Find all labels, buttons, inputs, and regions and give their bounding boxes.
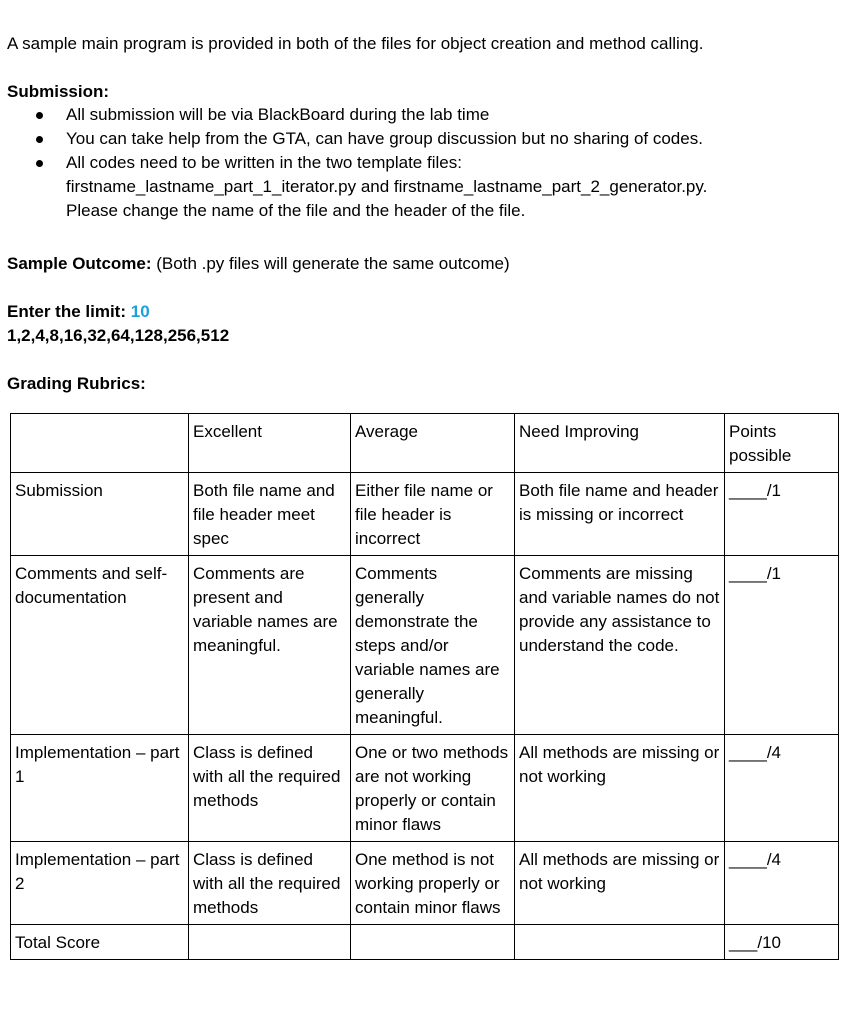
table-cell (515, 925, 725, 960)
table-cell: Both file name and header is missing or incorrect (515, 473, 725, 556)
points-cell: ____/4 (725, 735, 839, 842)
table-cell: All methods are missing or not working (515, 735, 725, 842)
bullet-icon (36, 112, 43, 119)
header-cell: Points possible (725, 414, 839, 473)
table-cell: Either file name or file header is incorrect (351, 473, 515, 556)
table-cell (189, 925, 351, 960)
criterion-cell: Total Score (11, 925, 189, 960)
table-header-row (11, 414, 839, 473)
table-cell: Comments are present and variable names are meaningful. (189, 556, 351, 735)
bullet-icon (36, 136, 43, 143)
table-cell: Class is defined with all the required methods (189, 842, 351, 925)
grading-rubric-table (10, 413, 839, 960)
points-cell: ____/1 (725, 473, 839, 556)
points-cell: ___/10 (725, 925, 839, 960)
sample-outcome-line (7, 253, 510, 275)
table-cell: Class is defined with all the required methods (189, 735, 351, 842)
table-row (11, 925, 839, 960)
submission-bullet-2: You can take help from the GTA, can have group discussion but no sharing of codes. (0, 127, 707, 151)
table-cell: One or two methods are not working properly or contain minor flaws (351, 735, 515, 842)
limit-prompt-line (7, 301, 150, 323)
table-cell: One method is not working properly or contain minor flaws (351, 842, 515, 925)
points-cell: ____/1 (725, 556, 839, 735)
table-row (11, 842, 839, 925)
table-cell (351, 925, 515, 960)
table-row (11, 473, 839, 556)
submission-heading: Submission: (7, 82, 110, 101)
criterion-cell: Implementation – part 2 (11, 842, 189, 925)
criterion-cell: Comments and self-documentation (11, 556, 189, 735)
table-cell: All methods are missing or not working (515, 842, 725, 925)
submission-list (0, 103, 707, 223)
points-cell: ____/4 (725, 842, 839, 925)
header-cell: Average (351, 414, 515, 473)
submission-bullet-3: All codes need to be written in the two template files: firstname_lastname_part_1_iterator.py and firstname_lastname_part_2_generator.py. Please change the name of the file and the header of the file. (0, 151, 707, 223)
sample-outcome-note: (Both .py files will generate the same outcome) (151, 254, 510, 273)
table-cell: Both file name and file header meet spec (189, 473, 351, 556)
header-cell: Need Improving (515, 414, 725, 473)
table-row (11, 556, 839, 735)
table-cell: Comments generally demonstrate the steps and/or variable names are generally meaningful. (351, 556, 515, 735)
criterion-cell: Implementation – part 1 (11, 735, 189, 842)
submission-bullet-1: All submission will be via BlackBoard during the lab time (0, 103, 707, 127)
table-cell: Comments are missing and variable names do not provide any assistance to understand the code. (515, 556, 725, 735)
sample-outcome-label: Sample Outcome: (7, 254, 152, 273)
intro-text: A sample main program is provided in both of the files for object creation and method calling. (7, 34, 704, 53)
limit-input-value: 10 (130, 302, 150, 321)
limit-prompt: Enter the limit: (7, 302, 131, 321)
template-file-names: firstname_lastname_part_1_iterator.py and firstname_lastname_part_2_generator.py. (66, 177, 708, 196)
header-cell (11, 414, 189, 473)
rubric-heading: Grading Rubrics: (7, 374, 146, 393)
sample-output: 1,2,4,8,16,32,64,128,256,512 (7, 326, 230, 345)
bullet-icon (36, 160, 43, 167)
header-cell: Excellent (189, 414, 351, 473)
criterion-cell: Submission (11, 473, 189, 556)
table-row (11, 735, 839, 842)
